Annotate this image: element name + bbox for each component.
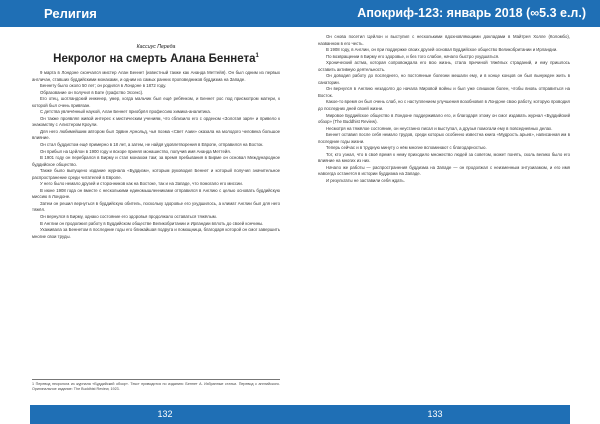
page-number: 133 — [300, 405, 570, 424]
paragraph: Он прибыл на Цейлон в 1900 году и вскоре принял монашество, получив имя Ананда Меттейя. — [40, 148, 231, 154]
paragraph: Он вернулся в Англию незадолго до начала Мировой войны и был уже слишком болен, чтобы вновь отправиться на Восток. — [318, 86, 570, 98]
paragraph: Беннету было около 50 лет; он родился в Лондоне в 1872 году. — [40, 83, 167, 89]
paragraph: У него было немало друзей и сторонников как на Востоке, так и на Западе, что помогало его миссии. — [40, 181, 243, 187]
paragraph: Он также проявлял живой интерес к мистическим учениям, что сблизило его с орденом «Золотая заря» и привело к знакомству с Алистером Кроули. — [32, 115, 280, 128]
paragraph: Образование он получил в Бате (графство Эссекс). — [40, 89, 144, 95]
right-page — [300, 0, 600, 424]
paragraph: Начало же работы — распространения буддизма на Западе — он продолжал с неизменным энтузиазмом, и его имя навсегда останется в истории буддизма на Западе. — [318, 164, 570, 177]
paragraph: И результаты не заставили себя ждать. — [326, 178, 405, 184]
paragraph: Затем он решил вернуться в буддийскую обитель, поскольку здоровье его ухудшилось, а климат Англии был для него тяжёл. — [32, 200, 280, 213]
paragraph: В Англии он продолжил работу в Буддийском обществе Великобритании и Ирландии вплоть до своей кончины. — [40, 220, 264, 226]
page-number: 132 — [30, 405, 300, 424]
article-body-continued — [318, 34, 570, 398]
article-title — [32, 53, 280, 65]
paragraph: Беннет оставил после себя немало трудов, среди которых особенно известна книга «Мудрость арьев», написанная им в последние годы жизни. — [318, 132, 570, 144]
paragraph: Хронический астма, которая сопровождала его всю жизнь, стала причиной тяжёлых страданий, и ему пришлось оставить активную деятельность. — [318, 60, 570, 72]
right-paragraphs — [318, 34, 570, 185]
paragraph: Ухаживала за Беннетом в последние годы его ближайшая подруга и помощница, благодаря которой он смог завершить многие свои труды. — [32, 227, 280, 239]
article-author: Кассиус Переда — [136, 44, 176, 50]
left-paragraphs — [32, 70, 280, 240]
paragraph: Он стал буддистом ещё примерно в 18 лет, а затем, не найдя удовлетворения в Европе, отправился на Восток. — [40, 142, 264, 148]
paragraph: Тот, кто узнал, что в своё время к нему приходило множество людей за советом, может понять, сколь велико было его влияние на многих из них. — [318, 151, 570, 164]
footnote: 1 Перевод некролога из журнала «Буддийский обзор». Текст приводится по изданию: Беннет А. Избранные статьи. Перевод с английского. Оригинальное издание: The Buddhist Review, 1923. — [32, 379, 280, 392]
paragraph: В июне 1908 года он вместе с несколькими единомышленниками отправился в Англию с целью основать буддийскую миссию в Лондоне. — [32, 187, 280, 200]
paragraph: С детства увлечённый наукой, Алан Беннет приобрёл профессию химика-аналитика. — [40, 109, 211, 115]
article-title-text: Некролог на смерть Алана Беннета — [53, 53, 256, 65]
paragraph: Мировое Буддийское общество в Лондоне поддерживало его, и благодаря этому он смог издавать журнал «Буддийский обзор» (The Buddhist Review). — [318, 112, 570, 125]
paragraph: Несмотря на тяжёлое состояние, он неустанно писал и выступал, а друзья помогали ему в повседневных делах. — [326, 125, 553, 131]
paragraph: Он доводил работу до последнего, но постоянные болезни мешали ему, и в конце концов он был вынужден жить в санатории. — [318, 73, 570, 85]
issue-header: Апокриф-123: январь 2018 (∞5.3 е.л.) — [300, 0, 600, 27]
paragraph: Теперь сейчас и в трудную минуту о нём многие вспоминают с благодарностью. — [326, 145, 487, 151]
article-body — [32, 34, 280, 398]
paragraph: В 1901 году он перебрался в Бирму и стал монахом там; за время пребывания в Бирме он основал Международное буддийское общество. — [32, 155, 280, 167]
paragraph: Он вернулся в Бирму, однако состояние его здоровья продолжало оставаться тяжёлым. — [40, 214, 217, 220]
paragraph: Он снова посетил Цейлон и выступил с несколькими вдохновляющими докладами в Майтрея Холле (Коломбо), названном в его честь. — [318, 34, 570, 46]
paragraph: Для него любимейшим автором был Эдвин Арнольд, чья поэма «Свет Азии» оказала на молодого человека большое влияние. — [32, 128, 280, 141]
title-footnote-mark: 1 — [255, 53, 259, 60]
section-header: Религия — [0, 0, 300, 27]
paragraph: Его отец, шотландский инженер, умер, когда мальчик был ещё ребёнком, и Беннет рос под присмотром матери, к которой был очень привязан. — [32, 96, 280, 108]
paragraph: 9 марта в Лондоне скончался мистер Алан Беннет (известный также как Ананда Меттейя). Он был одним из первых англичан, ставших буддийскими монахами, и одним из самых ранних проповедников буддизма на Западе. — [32, 70, 280, 82]
paragraph: По возвращении в Бирму его здоровье, и без того слабое, начало быстро ухудшаться. — [326, 53, 500, 59]
paragraph: Какое-то время он был очень слаб, но с наступлением улучшения возобновил в Лондоне свою работу, которую проводил до последних дней своей жизни. — [318, 99, 570, 112]
paragraph: Также было выпущено издание журнала «Буддизм», которым руководил Беннет и который получил значительное распространение среди читателей в Европе. — [32, 168, 280, 180]
paragraph: В 1908 году, в Англии, он при поддержке своих друзей основал Буддийское общество Великобритании и Ирландии. — [326, 47, 558, 53]
